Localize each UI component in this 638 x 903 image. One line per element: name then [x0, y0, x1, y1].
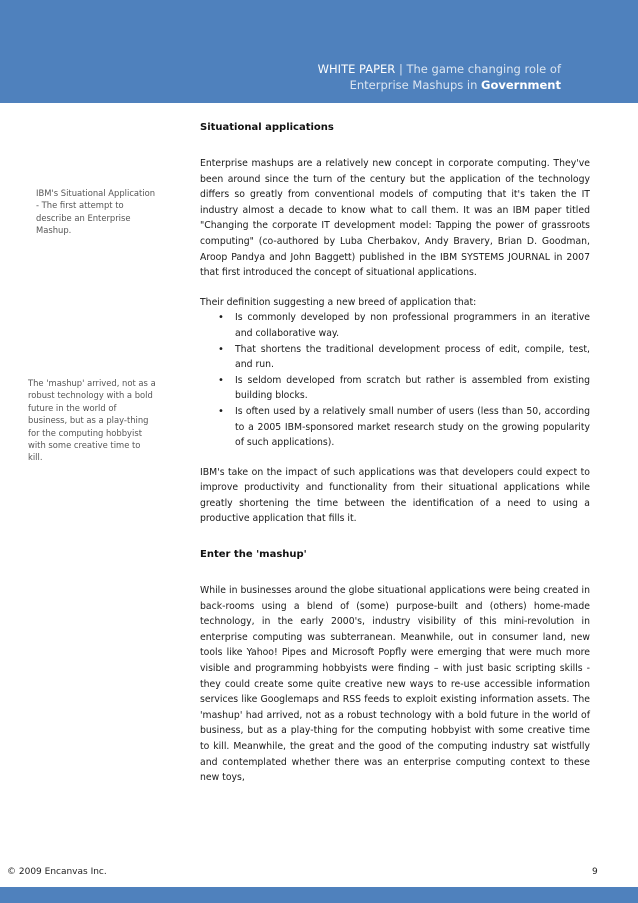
main-content [200, 120, 590, 786]
paragraph: Enterprise mashups are a relatively new concept in corporate computing. They've been around since the turn of the century but the application of the technology differs so greatly from conventional models of computing that it's taken the IT industry almost a decade to know what to call them. It was an IBM paper titled "Changing the corporate IT development model: Tapping the power of grassroots computing" (co-authored by Luba Cherbakov, Andy Bravery, Brian D. Goodman, Aroop Pandya and John Baggett) published in the IBM SYSTEMS JOURNAL in 2007 that first introduced the concept of situational applications. [200, 158, 590, 279]
header-title [241, 61, 561, 93]
list-item: • Is seldom developed from scratch but rather is assembled from existing building blocks. [235, 373, 590, 404]
list-item: • Is often used by a relatively small number of users (less than 50, according to a 2005 IBM-sponsored market research study on the growing popularity of such applications). [235, 404, 590, 451]
section-heading-mashup: Enter the 'mashup' [200, 549, 307, 561]
title-emphasis: Government [481, 78, 561, 92]
page-number: 9 [592, 867, 598, 877]
title-separator: | [398, 62, 403, 76]
sidenote-situational: IBM's Situational Application - The first attempt to describe an Enterprise Mashup. [36, 188, 156, 236]
title-part1: The game changing role of [406, 62, 561, 76]
doc-type: WHITE PAPER [317, 62, 396, 76]
footer-band [0, 887, 638, 903]
bullet-list [200, 310, 590, 450]
paragraph: IBM's take on the impact of such applications was that developers could expect to improve productivity and functionality from their situational applications while greatly shortening the time between the identification of a need to using a productive application that fills it. [200, 466, 590, 525]
paragraph: While in businesses around the globe situational applications were being created in back-rooms using a blend of (some) purpose-built and (others) home-made technology, in the early 2000's, industry visibility of this mini-revolution in enterprise computing was subterranean. Meanwhile, out in consumer land, new tools like Yahoo! Pipes and Microsoft Popfly were emerging that were much more visible and programming hobbyists were finding – with just basic scripting skills - they could create some quite creative new ways to re-use accessible information services like Googlemaps and RSS feeds to exploit existing information assets. The 'mashup' had arrived, not as a robust technology with a bold future in the world of business, but as a play-thing for the computing hobbyist with some creative time to kill. Meanwhile, the great and the good of the computing industry sat wistfully and contemplated whether there was an enterprise computing context to these new toys, [200, 585, 590, 784]
bullets-intro: Their definition suggesting a new breed of application that: [200, 296, 477, 308]
sidenote-mashup: The 'mashup' arrived, not as a robust technology with a bold future in the world of business, but as a play-thing for the computing hobbyist with some creative time to kill. [28, 378, 156, 463]
list-item: • Is commonly developed by non professional programmers in an iterative and collaborative way. [235, 310, 590, 341]
title-part2: Enterprise Mashups in [349, 78, 478, 92]
section-heading-situational: Situational applications [200, 122, 334, 133]
copyright: © 2009 Encanvas Inc. [7, 867, 107, 877]
list-item: • That shortens the traditional development process of edit, compile, test, and run. [235, 342, 590, 373]
